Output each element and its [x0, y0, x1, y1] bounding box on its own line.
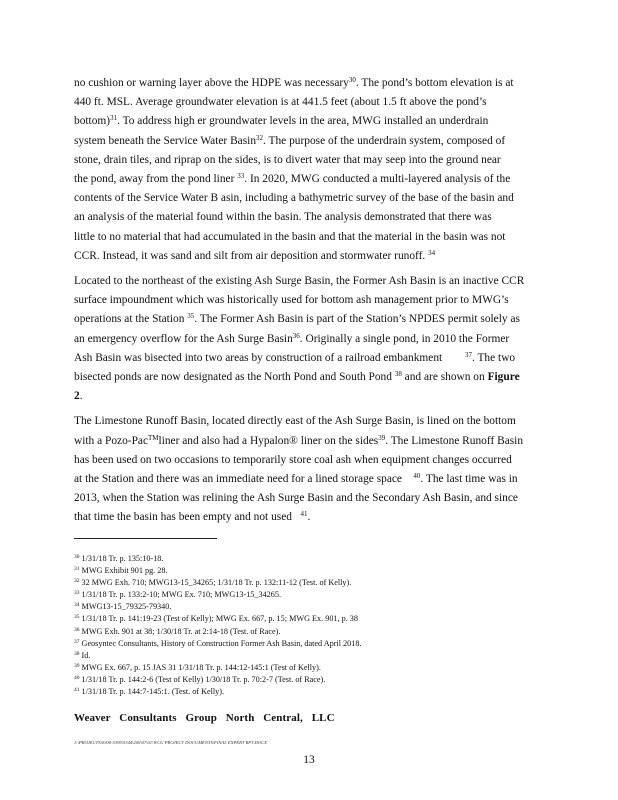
footnote-separator — [74, 538, 217, 539]
figure-number: 2 — [74, 390, 80, 403]
footnote-ref-33[interactable]: 33 — [237, 172, 245, 181]
footnote-ref-38[interactable]: 38 — [394, 370, 402, 379]
footnote-ref-39[interactable]: 39 — [378, 433, 386, 442]
footnote-32: $^{32}$ 32 MWG Exh. 710; MWG13-15_34265; 1/31/18 Tr. p. 132:11-12 (Test. of Kelly). — [74, 578, 352, 588]
footnote-41: $^{41}$ 1/31/18 Tr. p. 144:7-145:1. (Test. of Kelly). — [74, 687, 225, 697]
paragraph-1: no cushion or warning layer above the HDPE was necessary$^{30}$. The pond’s bottom elevation is at 440 ft. MSL. Average groundwater elevation is at 441.5 feet (about 1.5 ft above the pond’s bottom)$^{31}$. To address high er groundwater levels in the area, MWG installed an underdrain system beneath the Service Water Basin$^{32}$. The purpose of the underdrain system, composed of stone, drain tiles, and riprap on the sides, is to divert water that may seep into the ground near the pond, away from the pond liner $^{33}$. In 2020, MWG conducted a multi-layered analysis of the contents of the Service Water B asin, including a bathymetric survey of the base of the basin and an analysis of the material found within the basin. The analysis demonstrated that there was little to no material that had accumulated in the basin and that the material in the basin was not CCR. Instead, it was sand and silt from air deposition and stormwater runoff. $^{34}$ — [74, 76, 514, 262]
footnote-ref-36[interactable]: 36 — [292, 331, 300, 340]
footnote-36: $^{36}$ MWG Exh. 901 at 38; 1/30/18 Tr. at 2:14-18 (Test. of Race). — [74, 626, 281, 636]
footnote-ref-32[interactable]: 32 — [256, 133, 264, 142]
footnote-40: $^{40}$ 1/31/18 Tr. p. 144:2-6 (Test of Kelly) 1/30/18 Tr. p. 70:2-7 (Test. of Race). — [74, 674, 326, 684]
page-number: 13 — [303, 754, 315, 766]
trademark-mark: TM — [148, 433, 159, 442]
footnotes — [74, 553, 544, 698]
footnote-38: $^{38}$ Id. — [74, 650, 91, 660]
company-name: Weaver Consultants Group North Central, LLC — [74, 712, 335, 724]
paragraph-2: Located to the northeast of the existing Ash Surge Basin, the Former Ash Basin is an inactive CCR surface impoundment which was historically used for bottom ash management prior to MWG’s operations at the Station $^{35}$. The Former Ash Basin is part of the Station’s NPDES permit solely as an emergency overflow for the Ash Surge Basin$^{36}$. Originally a single pond, in 2010 the Former Ash Basin was bisected into two areas by construction of a railroad embankment $^{37}$. The two bisected ponds are now designated as the North Pond and South Pond $^{38}$ and are shown on Figure 2. — [74, 275, 525, 403]
footnote-30: $^{30}$ 1/31/18 Tr. p. 135:10-18. — [74, 554, 164, 563]
footnote-37: $^{37}$ Geosyntec Consultants, History of Construction Former Ash Basin, dated April 2018. — [74, 638, 362, 648]
figure-reference[interactable]: Figure — [487, 371, 520, 384]
footnote-ref-40[interactable]: 40 — [413, 472, 421, 481]
footnote-34: $^{34}$ MWG13-15_79325-79340. — [74, 602, 172, 612]
paragraph-3: The Limestone Runoff Basin, located directly east of the Ash Surge Basin, is lined on the bottom with a Pozo-Pac™liner and also had a Hypalon® liner on the sides$^{39}$. The Limestone Runoff Basin has been used on two occasions to temporarily store coal ash when equipment changes occurred at the Station and there was an immediate need for a lined storage space $^{40}$. The last time was in 2013, when the Station was relining the Ash Surge Basin and the Secondary Ash Basin, and since that time the basin has been empty and not used $^{41}$. — [74, 415, 524, 524]
file-path: J:\PROJECTS\0300-5399\5344\200\07\01\WCG PROJECT DOCUMENTS\FINAL EXPERT RPT.DOCX — [74, 740, 267, 745]
footnote-39: $^{39}$ MWG Ex. 667, p. 15 JAS 31 1/31/18 Tr. p. 144:12-145:1 (Test of Kelly). — [74, 662, 321, 672]
footnote-ref-34[interactable]: 34 — [428, 248, 436, 257]
footnote-35: $^{35}$ 1/31/18 Tr. p. 141:19-23 (Test of Kelly); MWG Ex. 667, p. 15; MWG Ex. 901, p. 38 — [74, 614, 358, 624]
footnote-ref-30[interactable]: 30 — [348, 76, 356, 84]
footnote-ref-37[interactable]: 37 — [464, 350, 472, 359]
footnote-ref-35[interactable]: 35 — [187, 312, 195, 321]
footnote-31: $^{31}$ MWG Exhibit 901 pg. 28. — [74, 566, 168, 576]
footnote-ref-41[interactable]: 41 — [300, 510, 308, 519]
footnote-ref-31[interactable]: 31 — [110, 114, 118, 123]
footnote-33: $^{33}$ 1/31/18 Tr. p. 133:2-10; MWG Ex. 710; MWG13-15_34265. — [74, 590, 282, 600]
body-text — [74, 74, 546, 534]
